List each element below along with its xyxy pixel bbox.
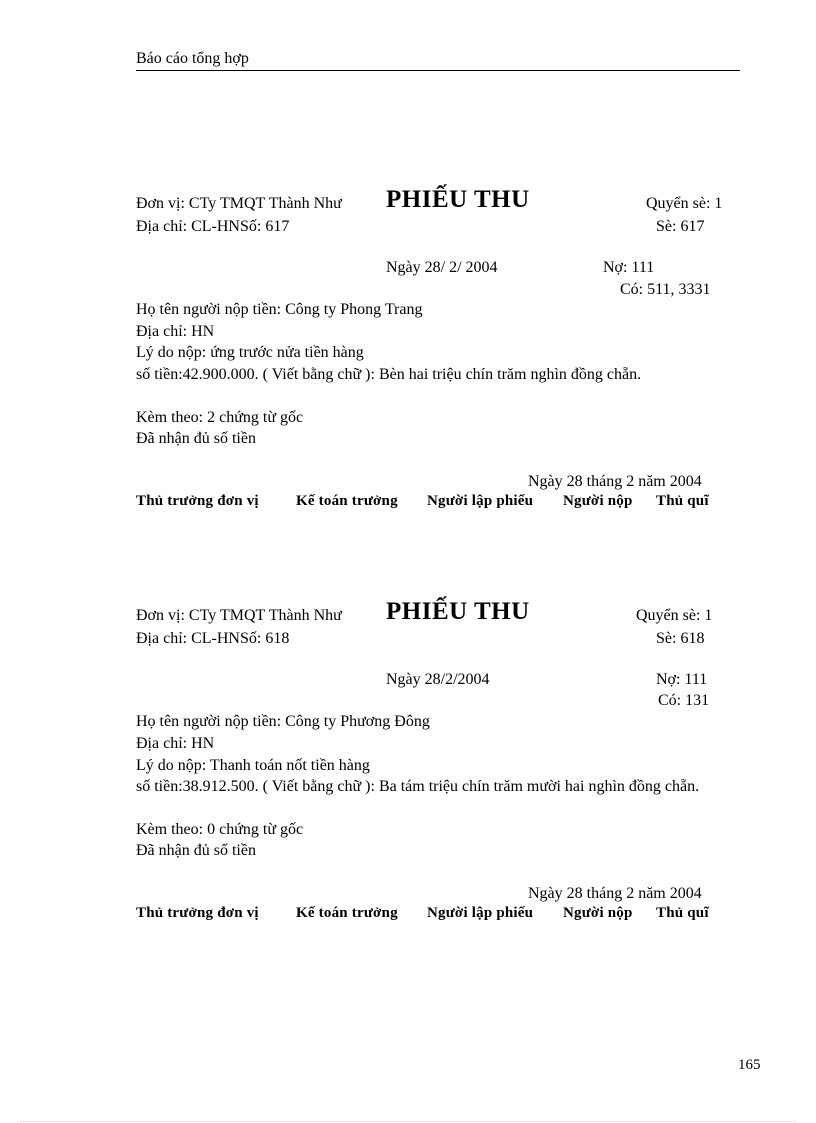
receipt-1-attached: Kèm theo: 2 chứng từ gốc [136, 409, 304, 426]
receipt-1-serial: Sè: 617 [656, 218, 705, 235]
page-number: 165 [738, 1057, 761, 1073]
receipt-1-payer-address: Địa chỉ: HN [136, 323, 215, 340]
receipt-1-unit: Đơn vị: CTy TMQT Thành Như [136, 195, 342, 212]
receipt-1-received: Đã nhận đủ số tiền [136, 430, 256, 447]
receipt-1-amount: số tiền:42.900.000. ( Viết bằng chữ ): Bèn hai triệu chín trăm nghìn đồng chẵn. [136, 366, 642, 383]
receipt-1-address: Địa chỉ: CL-HNSố: 617 [136, 218, 290, 235]
receipt-1-signature-chief-accountant: Kế toán trưởng [296, 493, 398, 509]
receipt-2-serial: Sè: 618 [656, 630, 705, 647]
header-rule [136, 70, 740, 71]
receipt-1-signature-preparer: Người lập phiếu [427, 493, 534, 509]
receipt-2-sign-date: Ngày 28 tháng 2 năm 2004 [528, 885, 702, 902]
receipt-2-address: Địa chỉ: CL-HNSố: 618 [136, 630, 290, 647]
receipt-1-sign-date: Ngày 28 tháng 2 năm 2004 [528, 473, 702, 490]
receipt-2-attached: Kèm theo: 0 chứng từ gốc [136, 821, 304, 838]
receipt-1-signature-director: Thủ trưởng đơn vị [136, 493, 259, 509]
receipt-2-unit: Đơn vị: CTy TMQT Thành Như [136, 607, 342, 624]
receipt-2-signature-cashier: Thủ quĩ [656, 905, 709, 921]
receipt-2-received: Đã nhận đủ số tiền [136, 842, 256, 859]
receipt-2-amount: số tiền:38.912.500. ( Viết bằng chữ ): Ba tám triệu chín trăm mười hai nghìn đồng chẵn. [136, 778, 700, 795]
receipt-1-date: Ngày 28/ 2/ 2004 [386, 259, 498, 276]
receipt-2-signature-chief-accountant: Kế toán trưởng [296, 905, 398, 921]
receipt-1-signature-cashier: Thủ quĩ [656, 493, 709, 509]
receipt-2-payer-address: Địa chỉ: HN [136, 735, 215, 752]
receipt-1-payer: Họ tên người nộp tiền: Công ty Phong Trang [136, 301, 423, 318]
receipt-1-signature-payer: Người nộp [563, 493, 633, 509]
page-bottom-border [20, 1121, 796, 1122]
receipt-2-signature-director: Thủ trưởng đơn vị [136, 905, 259, 921]
receipt-2-date: Ngày 28/2/2004 [386, 671, 490, 688]
receipt-2-reason: Lý do nộp: Thanh toán nốt tiền hàng [136, 757, 370, 774]
page-header-title: Báo cáo tổng hợp [136, 50, 249, 67]
receipt-1-credit: Có: 511, 3331 [620, 281, 711, 298]
receipt-2-signature-preparer: Người lập phiếu [427, 905, 534, 921]
receipt-1-debit: Nợ: 111 [603, 259, 655, 276]
receipt-2-title: PHIẾU THU [386, 598, 530, 625]
receipt-1-title: PHIẾU THU [386, 186, 530, 213]
receipt-2-debit: Nợ: 111 [656, 671, 708, 688]
receipt-2-credit: Có: 131 [658, 692, 710, 709]
receipt-2-signature-payer: Người nộp [563, 905, 633, 921]
receipt-1-book: Quyển sè: 1 [646, 195, 723, 212]
receipt-2-payer: Họ tên người nộp tiền: Công ty Phương Đông [136, 713, 430, 730]
receipt-2-book: Quyển sè: 1 [636, 607, 713, 624]
receipt-1-reason: Lý do nộp: ứng trước nửa tiền hàng [136, 344, 364, 361]
